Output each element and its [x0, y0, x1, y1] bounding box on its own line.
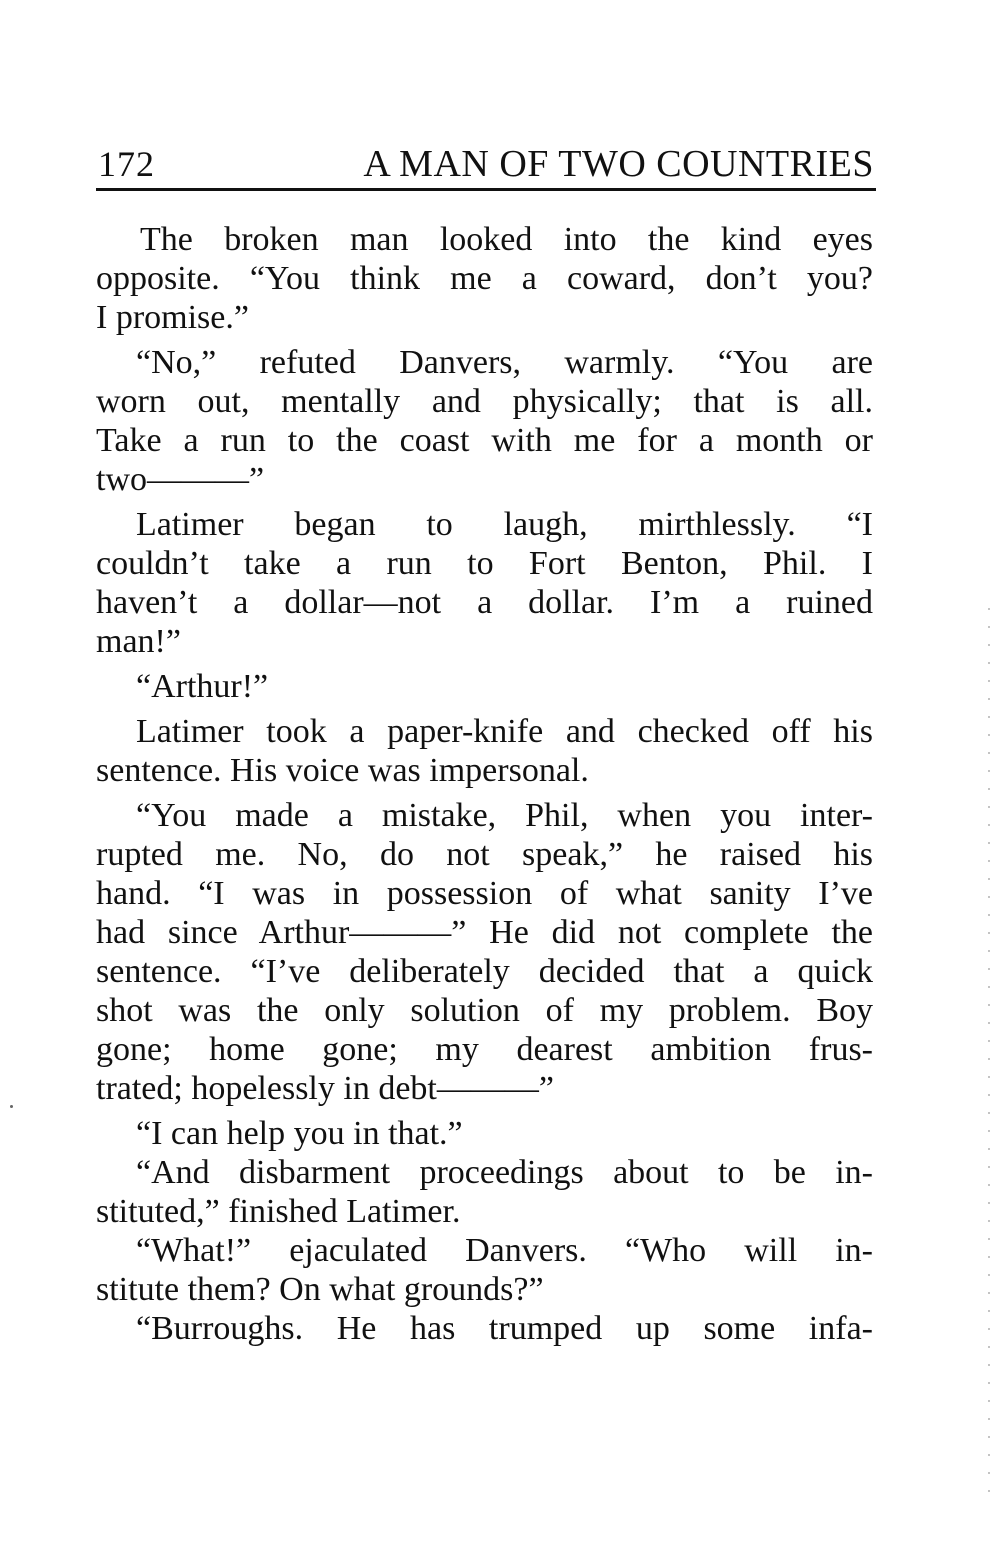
text-line: haven’t a dollar—not a dollar. I’m a ruined: [96, 584, 873, 621]
paragraph: [96, 1231, 873, 1309]
paragraph: [96, 220, 873, 337]
text-line: opposite. “You think me a coward, don’t you?: [96, 260, 873, 297]
text-line: sentence. “I’ve deliberately decided that a quick: [96, 953, 873, 990]
text-line: shot was the only solution of my problem. Boy: [96, 992, 873, 1029]
book-title: A MAN OF TWO COUNTRIES: [363, 143, 874, 185]
body-text: [96, 220, 873, 1348]
paragraph: [96, 343, 873, 499]
text-line: “What!” ejaculated Danvers. “Who will in-: [136, 1232, 873, 1269]
text-line: couldn’t take a run to Fort Benton, Phil. I: [96, 545, 873, 582]
text-line: man!”: [96, 623, 181, 660]
text-line: gone; home gone; my dearest ambition frus-: [96, 1031, 873, 1068]
paragraph: [96, 667, 873, 706]
text-line: Take a run to the coast with me for a month or: [96, 422, 873, 459]
text-line: sentence. His voice was impersonal.: [96, 752, 589, 789]
paragraph: [96, 1114, 873, 1153]
text-line: I promise.”: [96, 299, 249, 336]
scan-edge-dots: [987, 600, 991, 1500]
text-line: “Arthur!”: [136, 668, 269, 705]
margin-speck: [10, 1105, 13, 1108]
paragraph: [96, 1309, 873, 1348]
text-line: hand. “I was in possession of what sanity I’ve: [96, 875, 873, 912]
running-head: [96, 140, 876, 191]
paragraph: [96, 796, 873, 1108]
paragraph: [96, 505, 873, 661]
text-line: “No,” refuted Danvers, warmly. “You are: [136, 344, 873, 381]
text-line: “Burroughs. He has trumped up some infa-: [136, 1310, 873, 1347]
text-line: “I can help you in that.”: [136, 1115, 463, 1152]
paragraph: [96, 1153, 873, 1231]
text-line: Latimer began to laugh, mirthlessly. “I: [136, 506, 873, 543]
text-line: trated; hopelessly in debt———”: [96, 1070, 554, 1107]
paragraph: [96, 712, 873, 790]
text-line: worn out, mentally and physically; that is all.: [96, 383, 873, 420]
text-line: Latimer took a paper-knife and checked off his: [136, 713, 873, 750]
text-line: stitute them? On what grounds?”: [96, 1271, 544, 1308]
text-line: “And disbarment proceedings about to be in-: [136, 1154, 873, 1191]
text-line: stituted,” finished Latimer.: [96, 1193, 461, 1230]
text-line: “You made a mistake, Phil, when you inter-: [136, 797, 873, 834]
text-line: rupted me. No, do not speak,” he raised his: [96, 836, 873, 873]
text-line: The broken man looked into the kind eyes: [140, 221, 873, 258]
text-line: had since Arthur———” He did not complete the: [96, 914, 873, 951]
page-number: 172: [98, 144, 155, 184]
text-line: two———”: [96, 461, 265, 498]
